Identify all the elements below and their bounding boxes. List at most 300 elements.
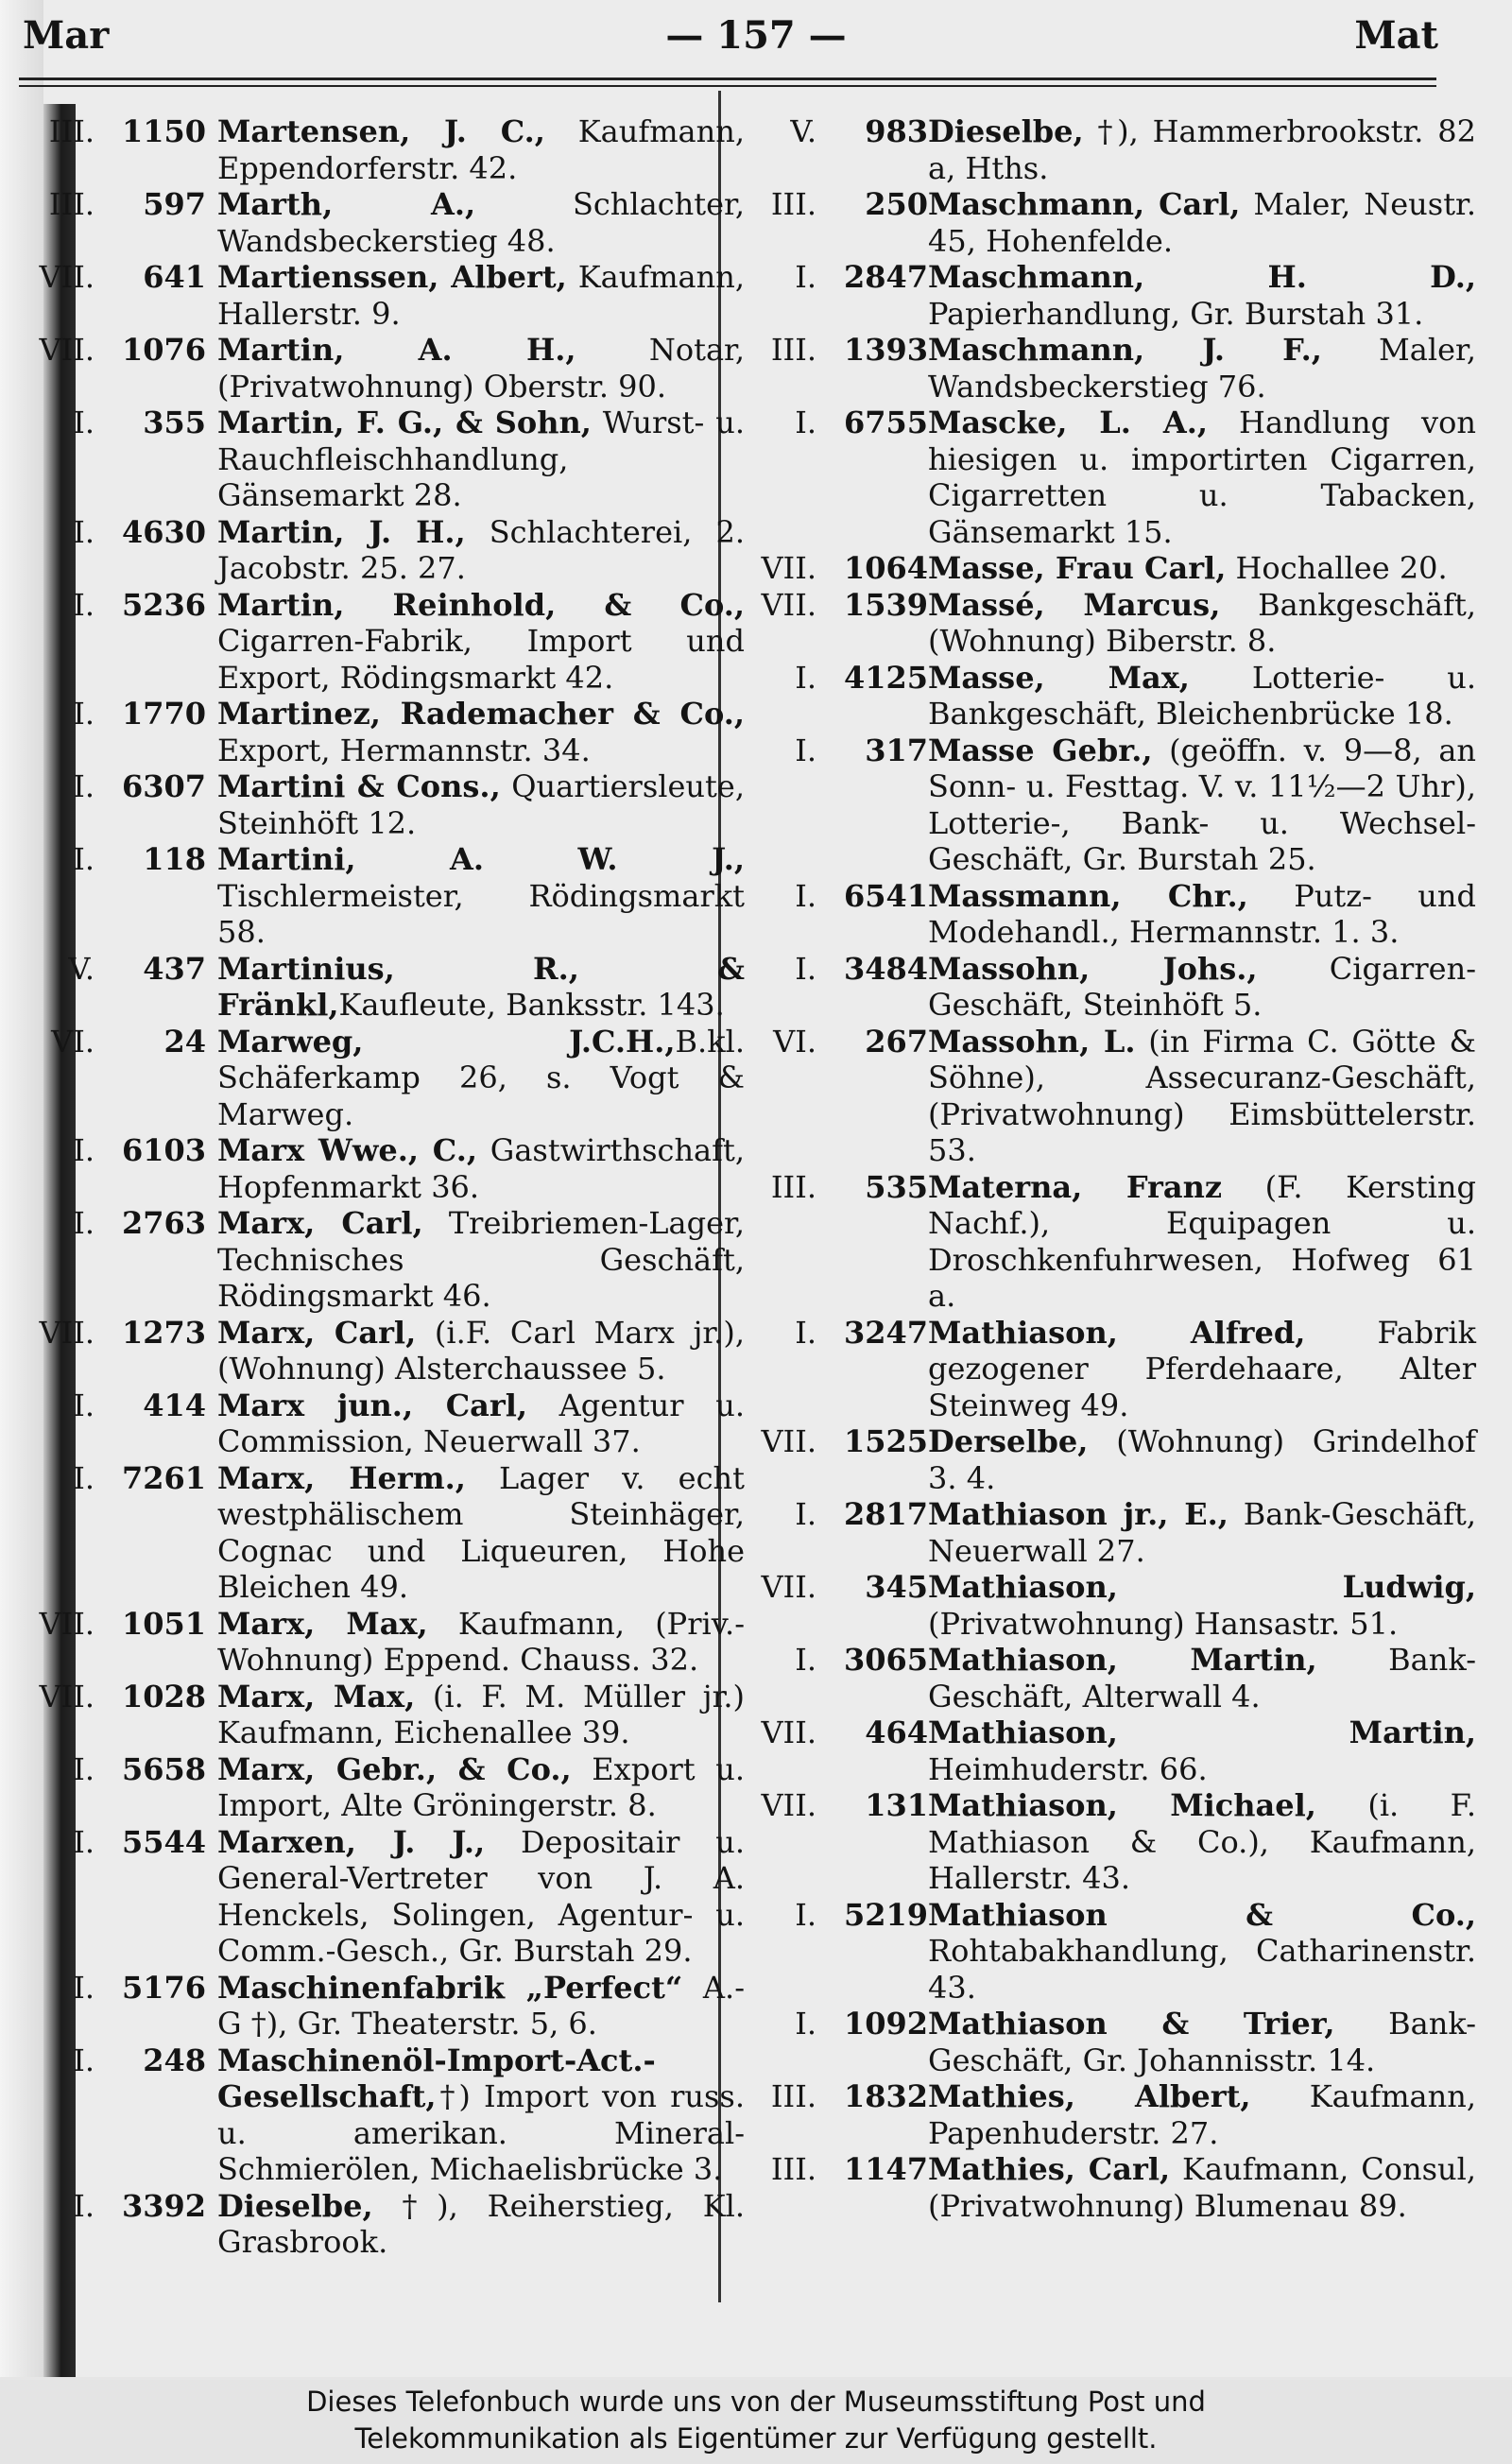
footer-notice xyxy=(0,2380,1512,2464)
subscriber-details: (i. F. Mathiason & Co.), Kaufmann, Hallerstr. 43. xyxy=(928,1787,1476,1896)
entry-number xyxy=(739,259,928,332)
entry-number xyxy=(739,1024,928,1169)
directory-entry xyxy=(739,1024,1476,1169)
entry-number xyxy=(17,696,217,768)
phone-number: 7261 xyxy=(121,1459,206,1496)
entry-number xyxy=(17,768,217,841)
subscriber-details: Quartiersleute, Steinhöft 12. xyxy=(217,768,746,841)
entry-number xyxy=(17,186,217,259)
phone-number: 6541 xyxy=(843,877,928,914)
footer-line-1: Dieses Telefonbuch wurde uns von der Museumsstiftung Post und xyxy=(306,2386,1206,2418)
exchange-district: I. xyxy=(73,1969,94,2006)
directory-entry xyxy=(17,696,745,768)
entry-number xyxy=(17,951,217,1024)
entry-text xyxy=(217,587,745,697)
entry-number xyxy=(739,878,928,951)
subscriber-details: Fabrik gezogener Pferdehaare, Alter Steinweg 49. xyxy=(928,1314,1477,1423)
directory-entry xyxy=(17,113,745,186)
entry-number xyxy=(739,1569,928,1642)
exchange-district: I. xyxy=(795,1896,816,1933)
subscriber-details: Bankgeschäft, (Wohnung) Biberstr. 8. xyxy=(928,586,1476,659)
exchange-district: V. xyxy=(68,950,94,987)
subscriber-details: Papierhandlung, Gr. Burstah 31. xyxy=(928,295,1424,332)
directory-entry xyxy=(739,405,1476,550)
directory-entry xyxy=(17,1315,745,1387)
directory-entry xyxy=(17,951,745,1024)
entry-text xyxy=(928,1787,1476,1897)
directory-entry xyxy=(17,514,745,587)
entry-number xyxy=(739,660,928,732)
entry-number xyxy=(17,514,217,587)
phone-number: 1150 xyxy=(121,113,206,149)
entry-text xyxy=(928,2078,1476,2151)
subscriber-name: Martinez, Rademacher & Co., xyxy=(217,696,745,732)
directory-entry xyxy=(17,1205,745,1315)
entry-number xyxy=(17,332,217,405)
subscriber-details: Schlachterei, 2. Jacobstr. 25. 27. xyxy=(217,513,745,586)
phone-number: 317 xyxy=(865,732,928,768)
subscriber-details: Handlung von hiesigen u. importirten Cigarren, Cigarretten u. Tabacken, Gänsemarkt 15. xyxy=(928,405,1477,550)
entry-text xyxy=(217,2042,745,2188)
entry-number xyxy=(739,1897,928,2007)
directory-entry xyxy=(17,259,745,332)
subscriber-details: Kaufleute, Banksstr. 143. xyxy=(338,987,725,1023)
right-column xyxy=(739,113,1476,2224)
subscriber-name: Martinius, R., & Fränkl, xyxy=(217,950,745,1023)
exchange-district: I. xyxy=(73,1459,94,1496)
phone-number: 2817 xyxy=(843,1496,928,1532)
subscriber-name: Marx, Herm., xyxy=(217,1459,466,1496)
exchange-district: I. xyxy=(73,1132,94,1168)
directory-entry xyxy=(17,841,745,951)
directory-entry xyxy=(739,1315,1476,1424)
entry-number xyxy=(739,550,928,587)
subscriber-details: Kaufmann, Papenhuderstr. 27. xyxy=(928,2078,1476,2151)
directory-entry xyxy=(739,587,1476,660)
exchange-district: I. xyxy=(795,950,816,987)
exchange-district: VII. xyxy=(761,1714,816,1750)
directory-entry xyxy=(17,405,745,514)
phone-number: 414 xyxy=(143,1387,206,1423)
directory-entry xyxy=(17,1132,745,1205)
subscriber-details: Depositair u. General-Vertreter von J. A. Henckels, Solingen, Agentur- u. Comm.-Gesch., Gr. Burstah 29. xyxy=(217,1823,745,1969)
phone-number: 1525 xyxy=(843,1423,928,1459)
subscriber-details: †), Reiherstieg, Kl. Grasbrook. xyxy=(217,2187,745,2260)
exchange-district: I. xyxy=(73,586,94,623)
subscriber-name: Mathies, Carl, xyxy=(928,2151,1171,2187)
phone-number: 2847 xyxy=(843,259,928,295)
entry-text xyxy=(928,186,1476,259)
entry-text xyxy=(928,1423,1476,1496)
directory-entry xyxy=(17,1606,745,1679)
entry-number xyxy=(739,405,928,550)
entry-number xyxy=(739,113,928,186)
exchange-district: I. xyxy=(73,513,94,550)
subscriber-name: Marx, Gebr., & Co., xyxy=(217,1750,572,1787)
entry-text xyxy=(217,259,745,332)
entry-text xyxy=(217,768,745,841)
entry-text xyxy=(928,587,1476,660)
entry-number xyxy=(17,1024,217,1133)
subscriber-details: Bank-Geschäft, Gr. Johannisstr. 14. xyxy=(928,2006,1477,2078)
footer-line-2: Telekommunikation als Eigentümer zur Verfügung gestellt. xyxy=(354,2422,1158,2455)
directory-entry xyxy=(739,2078,1476,2151)
entry-text xyxy=(928,259,1476,332)
subscriber-details: Maler, Neustr. 45, Hohenfelde. xyxy=(928,186,1477,259)
exchange-district: I. xyxy=(73,1823,94,1860)
entry-text xyxy=(928,2006,1476,2078)
phone-number: 1076 xyxy=(121,332,206,368)
entry-text xyxy=(928,1496,1476,1569)
subscriber-details: Gastwirthschaft, Hopfenmarkt 36. xyxy=(217,1132,745,1205)
phone-number: 983 xyxy=(865,113,928,149)
directory-entry xyxy=(739,1569,1476,1642)
exchange-district: VII. xyxy=(761,586,816,623)
subscriber-details: Kaufmann, Hallerstr. 9. xyxy=(217,259,745,332)
phone-number: 131 xyxy=(865,1787,928,1823)
subscriber-details: Treibriemen-Lager, Technisches Geschäft, Rödingsmarkt 46. xyxy=(217,1205,746,1314)
exchange-district: III. xyxy=(48,113,94,149)
directory-entry xyxy=(17,1751,745,1824)
directory-entry xyxy=(739,550,1476,587)
subscriber-name: Massohn, Johs., xyxy=(928,950,1258,987)
entry-text xyxy=(217,113,745,186)
exchange-district: VII. xyxy=(39,332,94,368)
phone-number: 355 xyxy=(143,405,206,440)
exchange-district: I. xyxy=(795,1496,816,1532)
entry-number xyxy=(739,1496,928,1569)
exchange-district: III. xyxy=(770,1168,816,1205)
entry-text xyxy=(217,1024,745,1133)
subscriber-details: Cigarren-Fabrik, Import und Export, Rödingsmarkt 42. xyxy=(217,623,745,696)
entry-number xyxy=(17,1460,217,1606)
directory-entry xyxy=(17,1460,745,1606)
subscriber-details: †), Hammerbrookstr. 82 a, Hths. xyxy=(928,113,1476,186)
subscriber-details: Agentur u. Commission, Neuerwall 37. xyxy=(217,1387,745,1459)
exchange-district: I. xyxy=(73,1387,94,1423)
phone-number: 641 xyxy=(143,259,206,295)
subscriber-name: Marth, A., xyxy=(217,186,476,222)
directory-entry xyxy=(739,2006,1476,2078)
exchange-district: VII. xyxy=(39,1314,94,1351)
entry-text xyxy=(217,1751,745,1824)
subscriber-name: Marx, Max, xyxy=(217,1678,416,1714)
subscriber-name: Maschmann, J. F., xyxy=(928,332,1322,368)
subscriber-details: (in Firma C. Götte & Söhne), Assecuranz-Geschäft, (Privatwohnung) Eimsbüttelerstr. 53. xyxy=(928,1023,1476,1168)
subscriber-details: Bank-Geschäft, Neuerwall 27. xyxy=(928,1496,1477,1569)
header-right-keyword: Mat xyxy=(1354,13,1438,58)
subscriber-details: Notar, (Privatwohnung) Oberstr. 90. xyxy=(217,332,746,405)
subscriber-details: A.-G †), Gr. Theaterstr. 5, 6. xyxy=(217,1969,745,2042)
phone-number: 5236 xyxy=(121,586,206,623)
phone-number: 535 xyxy=(865,1168,928,1205)
exchange-district: I. xyxy=(73,2042,94,2078)
entry-number xyxy=(739,732,928,878)
directory-entry xyxy=(17,587,745,697)
exchange-district: I. xyxy=(73,841,94,877)
phone-number: 4125 xyxy=(843,659,928,696)
phone-number: 3484 xyxy=(843,950,928,987)
subscriber-details: Lotterie- u. Bankgeschäft, Bleichenbrücke 18. xyxy=(928,659,1477,732)
phone-number: 1064 xyxy=(843,550,928,586)
subscriber-details: Hochallee 20. xyxy=(1226,550,1448,586)
subscriber-details: Export, Hermannstr. 34. xyxy=(217,732,591,768)
subscriber-name: Mathies, Albert, xyxy=(928,2078,1251,2114)
directory-entry xyxy=(739,660,1476,732)
entry-text xyxy=(928,1897,1476,2007)
entry-text xyxy=(217,1132,745,1205)
entry-number xyxy=(739,1315,928,1424)
entry-number xyxy=(739,2151,928,2224)
directory-entry xyxy=(739,1642,1476,1714)
phone-number: 3247 xyxy=(843,1314,928,1351)
phone-number: 1147 xyxy=(843,2151,928,2187)
directory-entry xyxy=(17,2042,745,2188)
subscriber-details: B.kl. Schäferkamp 26, s. Vogt & Marweg. xyxy=(217,1023,745,1132)
phone-number: 118 xyxy=(143,841,206,877)
entry-number xyxy=(17,1315,217,1387)
entry-text xyxy=(928,1169,1476,1315)
subscriber-details: †) Import von russ. u. amerikan. Mineral-Schmierölen, Michaelisbrücke 3. xyxy=(217,2078,745,2187)
exchange-district: III. xyxy=(770,332,816,368)
phone-number: 1273 xyxy=(121,1314,206,1351)
entry-text xyxy=(217,1606,745,1679)
entry-number xyxy=(739,1642,928,1714)
entry-number xyxy=(739,1714,928,1787)
subscriber-name: Maschinenfabrik „Perfect“ xyxy=(217,1969,683,2006)
exchange-district: VII. xyxy=(761,1569,816,1605)
directory-entry xyxy=(17,186,745,259)
phone-number: 24 xyxy=(163,1023,206,1060)
entry-text xyxy=(928,1569,1476,1642)
subscriber-details: Kaufmann, Eppendorferstr. 42. xyxy=(217,113,745,186)
subscriber-details: Lager v. echt westphälischem Steinhäger, Cognac und Liqueuren, Hohe Bleichen 49. xyxy=(217,1459,745,1605)
phone-number: 1092 xyxy=(843,2006,928,2042)
entry-text xyxy=(217,1315,745,1387)
subscriber-name: Martin, A. H., xyxy=(217,332,576,368)
subscriber-details: (geöffn. v. 9—8, an Sonn- u. Festtag. V. v. 11½—2 Uhr), Lotterie-, Bank- u. Wechsel-Geschäft, Gr. Burstah 25. xyxy=(928,732,1477,877)
subscriber-name: Materna, Franz xyxy=(928,1168,1223,1205)
subscriber-name: Dieselbe, xyxy=(928,113,1084,149)
exchange-district: I. xyxy=(795,1314,816,1351)
phone-number: 1393 xyxy=(843,332,928,368)
entry-text xyxy=(928,1642,1476,1714)
exchange-district: VII. xyxy=(39,259,94,295)
exchange-district: V. xyxy=(790,113,816,149)
phone-number: 3392 xyxy=(121,2187,206,2224)
phone-number: 2763 xyxy=(121,1205,206,1241)
directory-entry xyxy=(739,1897,1476,2007)
phone-number: 6103 xyxy=(121,1132,206,1168)
subscriber-details: Rohtabakhandlung, Catharinenstr. 43. xyxy=(928,1933,1476,2006)
subscriber-name: Massé, Marcus, xyxy=(928,586,1221,623)
directory-entry xyxy=(17,1679,745,1751)
subscriber-name: Masse Gebr., xyxy=(928,732,1153,768)
phone-number: 5658 xyxy=(121,1750,206,1787)
directory-entry xyxy=(739,1787,1476,1897)
entry-number xyxy=(739,1787,928,1897)
phone-number: 250 xyxy=(865,186,928,222)
phone-number: 597 xyxy=(143,186,206,222)
subscriber-details: Heimhuderstr. 66. xyxy=(928,1750,1208,1787)
entry-text xyxy=(928,1024,1476,1169)
phone-number: 248 xyxy=(143,2042,206,2078)
entry-number xyxy=(739,587,928,660)
entry-number xyxy=(17,1679,217,1751)
exchange-district: III. xyxy=(48,186,94,222)
subscriber-name: Massmann, Chr., xyxy=(928,877,1248,914)
entry-number xyxy=(17,2042,217,2188)
directory-entry xyxy=(739,1496,1476,1569)
phone-number: 1028 xyxy=(121,1678,206,1714)
entry-text xyxy=(217,405,745,514)
exchange-district: I. xyxy=(73,405,94,440)
subscriber-name: Martensen, J. C., xyxy=(217,113,545,149)
entry-text xyxy=(217,332,745,405)
subscriber-name: Masse, Max, xyxy=(928,659,1190,696)
entry-number xyxy=(17,405,217,514)
entry-text xyxy=(217,186,745,259)
subscriber-name: Mathiason, Michael, xyxy=(928,1787,1316,1823)
header-left-keyword: Mar xyxy=(23,13,110,58)
entry-number xyxy=(17,1751,217,1824)
subscriber-name: Mathiason, Martin, xyxy=(928,1714,1476,1750)
exchange-district: I. xyxy=(73,768,94,804)
entry-number xyxy=(17,113,217,186)
directory-entry xyxy=(739,1169,1476,1315)
directory-entry xyxy=(739,1423,1476,1496)
entry-text xyxy=(217,2188,745,2261)
entry-text xyxy=(928,550,1476,587)
phone-number: 464 xyxy=(865,1714,928,1750)
directory-entry xyxy=(739,951,1476,1024)
entry-text xyxy=(928,113,1476,186)
subscriber-details: Cigarren-Geschäft, Steinhöft 5. xyxy=(928,950,1477,1023)
subscriber-details: Tischlermeister, Rödingsmarkt 58. xyxy=(217,877,745,950)
entry-number xyxy=(739,2078,928,2151)
phone-number: 3065 xyxy=(843,1642,928,1678)
entry-text xyxy=(217,1679,745,1751)
exchange-district: VII. xyxy=(39,1605,94,1642)
entry-number xyxy=(17,1205,217,1315)
subscriber-name: Mathiason, Martin, xyxy=(928,1642,1317,1678)
directory-entry xyxy=(739,2151,1476,2224)
entry-text xyxy=(928,878,1476,951)
subscriber-name: Maschmann, Carl, xyxy=(928,186,1241,222)
subscriber-name: Maschmann, H. D., xyxy=(928,259,1476,295)
directory-entry xyxy=(17,768,745,841)
subscriber-name: Martin, F. G., & Sohn, xyxy=(217,405,592,440)
entry-text xyxy=(217,1970,745,2042)
directory-entry xyxy=(739,332,1476,405)
exchange-district: VII. xyxy=(761,1423,816,1459)
exchange-district: VII. xyxy=(39,1678,94,1714)
entry-text xyxy=(928,2151,1476,2224)
entry-number xyxy=(17,1970,217,2042)
subscriber-details: Schlachter, Wandsbeckerstieg 48. xyxy=(217,186,746,259)
subscriber-name: Marx, Carl, xyxy=(217,1205,423,1241)
exchange-district: I. xyxy=(73,1750,94,1787)
entry-number xyxy=(17,841,217,951)
directory-entry xyxy=(739,732,1476,878)
exchange-district: VII. xyxy=(761,1787,816,1823)
exchange-district: I. xyxy=(795,877,816,914)
entry-number xyxy=(17,1132,217,1205)
exchange-district: I. xyxy=(795,659,816,696)
entry-text xyxy=(928,405,1476,550)
phone-number: 1539 xyxy=(843,586,928,623)
entry-text xyxy=(928,660,1476,732)
entry-text xyxy=(217,1205,745,1315)
subscriber-name: Mascke, L. A., xyxy=(928,405,1209,440)
left-column xyxy=(17,113,745,2261)
subscriber-name: Marx Wwe., C., xyxy=(217,1132,477,1168)
directory-entry xyxy=(739,1714,1476,1787)
subscriber-name: Derselbe, xyxy=(928,1423,1089,1459)
phone-number: 267 xyxy=(865,1023,928,1060)
phone-number: 5176 xyxy=(121,1969,206,2006)
subscriber-name: Mathiason & Co., xyxy=(928,1896,1476,1933)
directory-entry xyxy=(17,1970,745,2042)
subscriber-name: Mathiason, Alfred, xyxy=(928,1314,1306,1351)
exchange-district: III. xyxy=(770,2151,816,2187)
exchange-district: I. xyxy=(73,2187,94,2224)
phone-number: 1770 xyxy=(121,696,206,732)
exchange-district: III. xyxy=(770,2078,816,2114)
entry-text xyxy=(928,1714,1476,1787)
subscriber-name: Masse, Frau Carl, xyxy=(928,550,1227,586)
subscriber-name: Mathiason, Ludwig, xyxy=(928,1569,1476,1605)
entry-text xyxy=(928,732,1476,878)
subscriber-details: Putz- und Modehandl., Hermannstr. 1. 3. xyxy=(928,877,1476,950)
entry-text xyxy=(217,841,745,951)
subscriber-name: Marxen, J. J., xyxy=(217,1823,486,1860)
subscriber-name: Maschinenöl-Import-Act.-Gesellschaft, xyxy=(217,2042,656,2114)
directory-entry xyxy=(17,1387,745,1460)
subscriber-name: Dieselbe, xyxy=(217,2187,373,2224)
entry-text xyxy=(217,951,745,1024)
entry-number xyxy=(739,2006,928,2078)
phone-number: 345 xyxy=(865,1569,928,1605)
subscriber-name: Mathiason & Trier, xyxy=(928,2006,1335,2042)
exchange-district: I. xyxy=(795,259,816,295)
directory-entry xyxy=(17,2188,745,2261)
exchange-district: I. xyxy=(795,1642,816,1678)
subscriber-details: (Privatwohnung) Hansastr. 51. xyxy=(928,1605,1399,1642)
subscriber-details: (i. F. M. Müller jr.) Kaufmann, Eichenallee 39. xyxy=(217,1678,746,1750)
entry-text xyxy=(217,1460,745,1606)
subscriber-details: (F. Kersting Nachf.), Equipagen u. Droschkenfuhrwesen, Hofweg 61 a. xyxy=(928,1168,1476,1314)
entry-number xyxy=(739,1169,928,1315)
exchange-district: VI. xyxy=(51,1023,94,1060)
subscriber-details: Wurst- u. Rauchfleischhandlung, Gänsemarkt 28. xyxy=(217,405,746,513)
exchange-district: VII. xyxy=(761,550,816,586)
phone-number: 1051 xyxy=(121,1605,206,1642)
entry-text xyxy=(928,951,1476,1024)
phone-number: 4630 xyxy=(121,513,206,550)
phone-number: 5219 xyxy=(843,1896,928,1933)
exchange-district: I. xyxy=(73,1205,94,1241)
entry-number xyxy=(739,1423,928,1496)
subscriber-details: Export u. Import, Alte Gröningerstr. 8. xyxy=(217,1750,746,1823)
subscriber-name: Marx, Max, xyxy=(217,1605,428,1642)
subscriber-name: Marweg, J.C.H., xyxy=(217,1023,676,1060)
subscriber-details: (i.F. Carl Marx jr.), (Wohnung) Alsterchaussee 5. xyxy=(217,1314,746,1387)
entry-text xyxy=(217,696,745,768)
subscriber-details: (Wohnung) Grindelhof 3. 4. xyxy=(928,1423,1476,1496)
header-rule xyxy=(19,78,1436,80)
phone-number: 5544 xyxy=(121,1823,206,1860)
